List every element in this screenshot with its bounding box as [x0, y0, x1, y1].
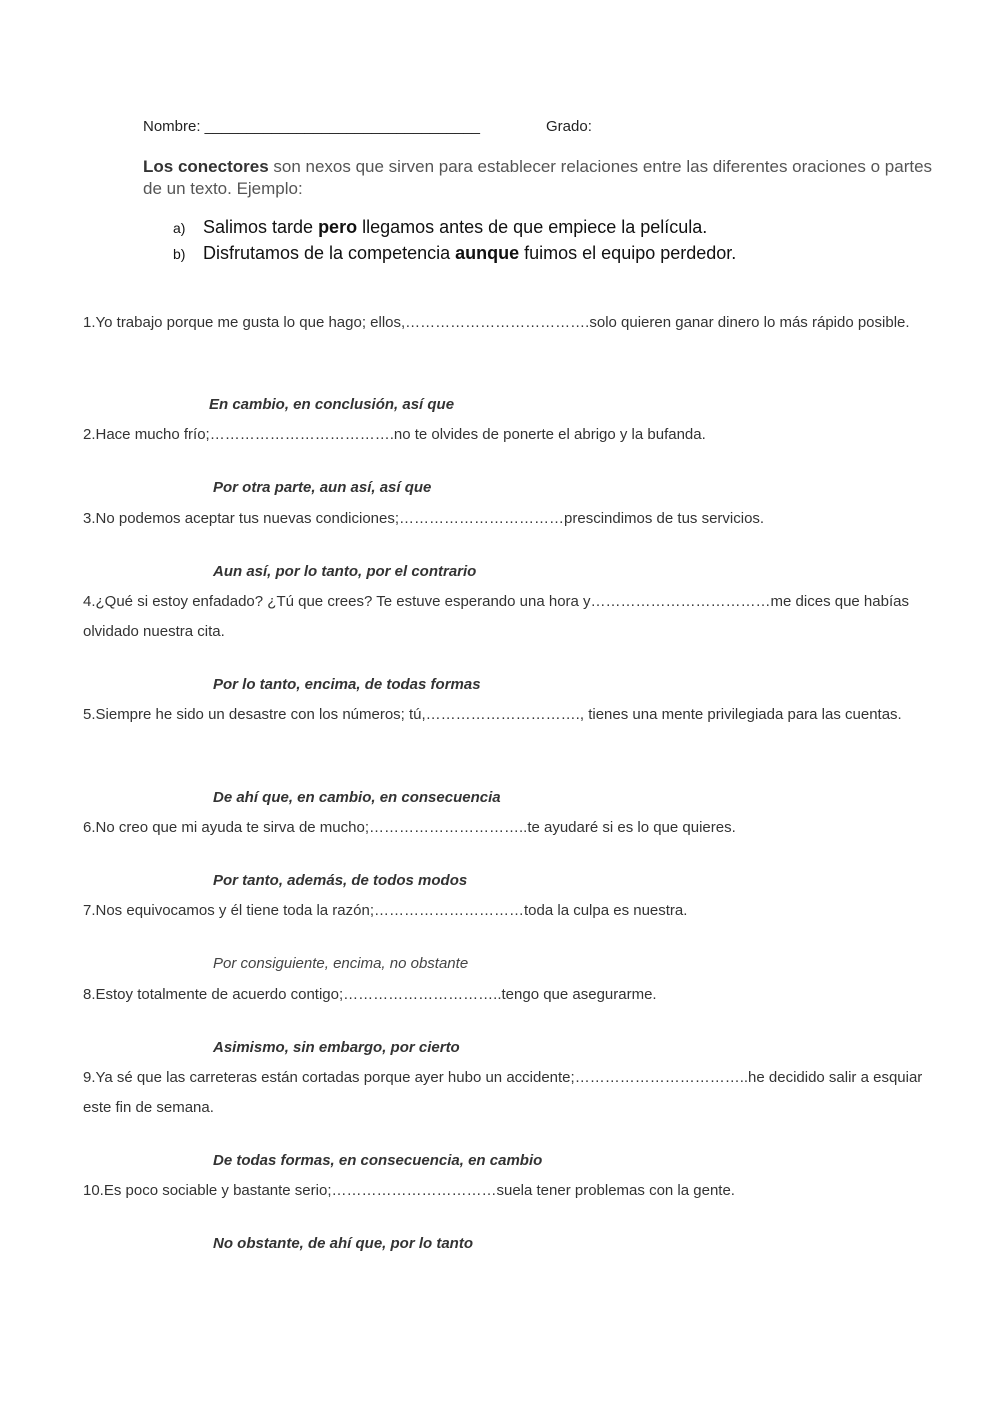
exercise-options-1: En cambio, en conclusión, así que [209, 396, 455, 413]
exercise-sentence-3[interactable]: 3.No podemos aceptar tus nuevas condiciones;……………………………prescindimos de tus servicios. [83, 510, 765, 527]
exercise-sentence-4[interactable]: 4.¿Qué si estoy enfadado? ¿Tú que crees? Te estuve esperando una hora y………………………………me dices que habías olvidado nuestra cita. [83, 593, 909, 640]
exercise-sentence-7[interactable]: 7.Nos equivocamos y él tiene toda la razón;…………………………toda la culpa es nuestra. [83, 902, 688, 919]
exercise-options-9: De todas formas, en consecuencia, en cambio [213, 1152, 543, 1169]
exercise-options-8: Asimismo, sin embargo, por cierto [213, 1039, 460, 1056]
example-item [173, 214, 736, 240]
example-before: Salimos tarde [203, 217, 319, 237]
header-row [143, 118, 592, 135]
example-marker: a) [173, 220, 186, 236]
exercise-options-3: Aun así, por lo tanto, por el contrario [213, 563, 477, 580]
exercise-sentence-5[interactable]: 5.Siempre he sido un desastre con los números; tú,…………………………., tienes una mente privilegiada para las cuentas. [83, 706, 902, 723]
exercise-sentence-9[interactable]: 9.Ya sé que las carreteras están cortadas porque ayer hubo un accidente;……………………………..he decidido salir a esquiar este fin de semana. [83, 1069, 923, 1116]
example-connector: pero [318, 217, 358, 237]
exercise-options-4: Por lo tanto, encima, de todas formas [213, 676, 481, 693]
intro-text: son nexos que sirven para establecer relaciones entre las diferentes oraciones o partes de un texto. Ejemplo: [143, 157, 933, 198]
exercise-options-10: No obstante, de ahí que, por lo tanto [213, 1235, 474, 1252]
exercise-options-6: Por tanto, además, de todos modos [213, 872, 468, 889]
example-item [173, 240, 736, 266]
exercise-options-7: Por consiguiente, encima, no obstante [213, 955, 469, 972]
example-connector: aunque [455, 243, 520, 263]
exercise-sentence-1[interactable]: 1.Yo trabajo porque me gusta lo que hago; ellos,……………………………….solo quieren ganar dinero lo más rápido posible. [83, 314, 910, 331]
grado-field[interactable]: Grado: [546, 118, 592, 135]
exercise-sentence-6[interactable]: 6.No creo que mi ayuda te sirva de mucho;…………………………..te ayudaré si es lo que quieres. [83, 819, 736, 836]
nombre-field[interactable]: Nombre: _________________________________ [143, 118, 480, 135]
examples-list [173, 214, 736, 266]
exercise-options-5: De ahí que, en cambio, en consecuencia [213, 789, 501, 806]
example-before: Disfrutamos de la competencia [203, 243, 456, 263]
exercise-sentence-2[interactable]: 2.Hace mucho frío;……………………………….no te olvides de ponerte el abrigo y la bufanda. [83, 426, 706, 443]
example-marker: b) [173, 246, 186, 262]
example-after: fuimos el equipo perdedor. [519, 243, 737, 263]
intro-term: Los conectores [143, 157, 269, 176]
exercise-sentence-10[interactable]: 10.Es poco sociable y bastante serio;……………………………suela tener problemas con la gente. [83, 1182, 735, 1199]
intro-paragraph [143, 156, 943, 200]
example-after: llegamos antes de que empiece la película. [357, 217, 708, 237]
exercise-sentence-8[interactable]: 8.Estoy totalmente de acuerdo contigo;…………………………..tengo que asegurarme. [83, 986, 657, 1003]
exercise-options-2: Por otra parte, aun así, así que [213, 479, 432, 496]
